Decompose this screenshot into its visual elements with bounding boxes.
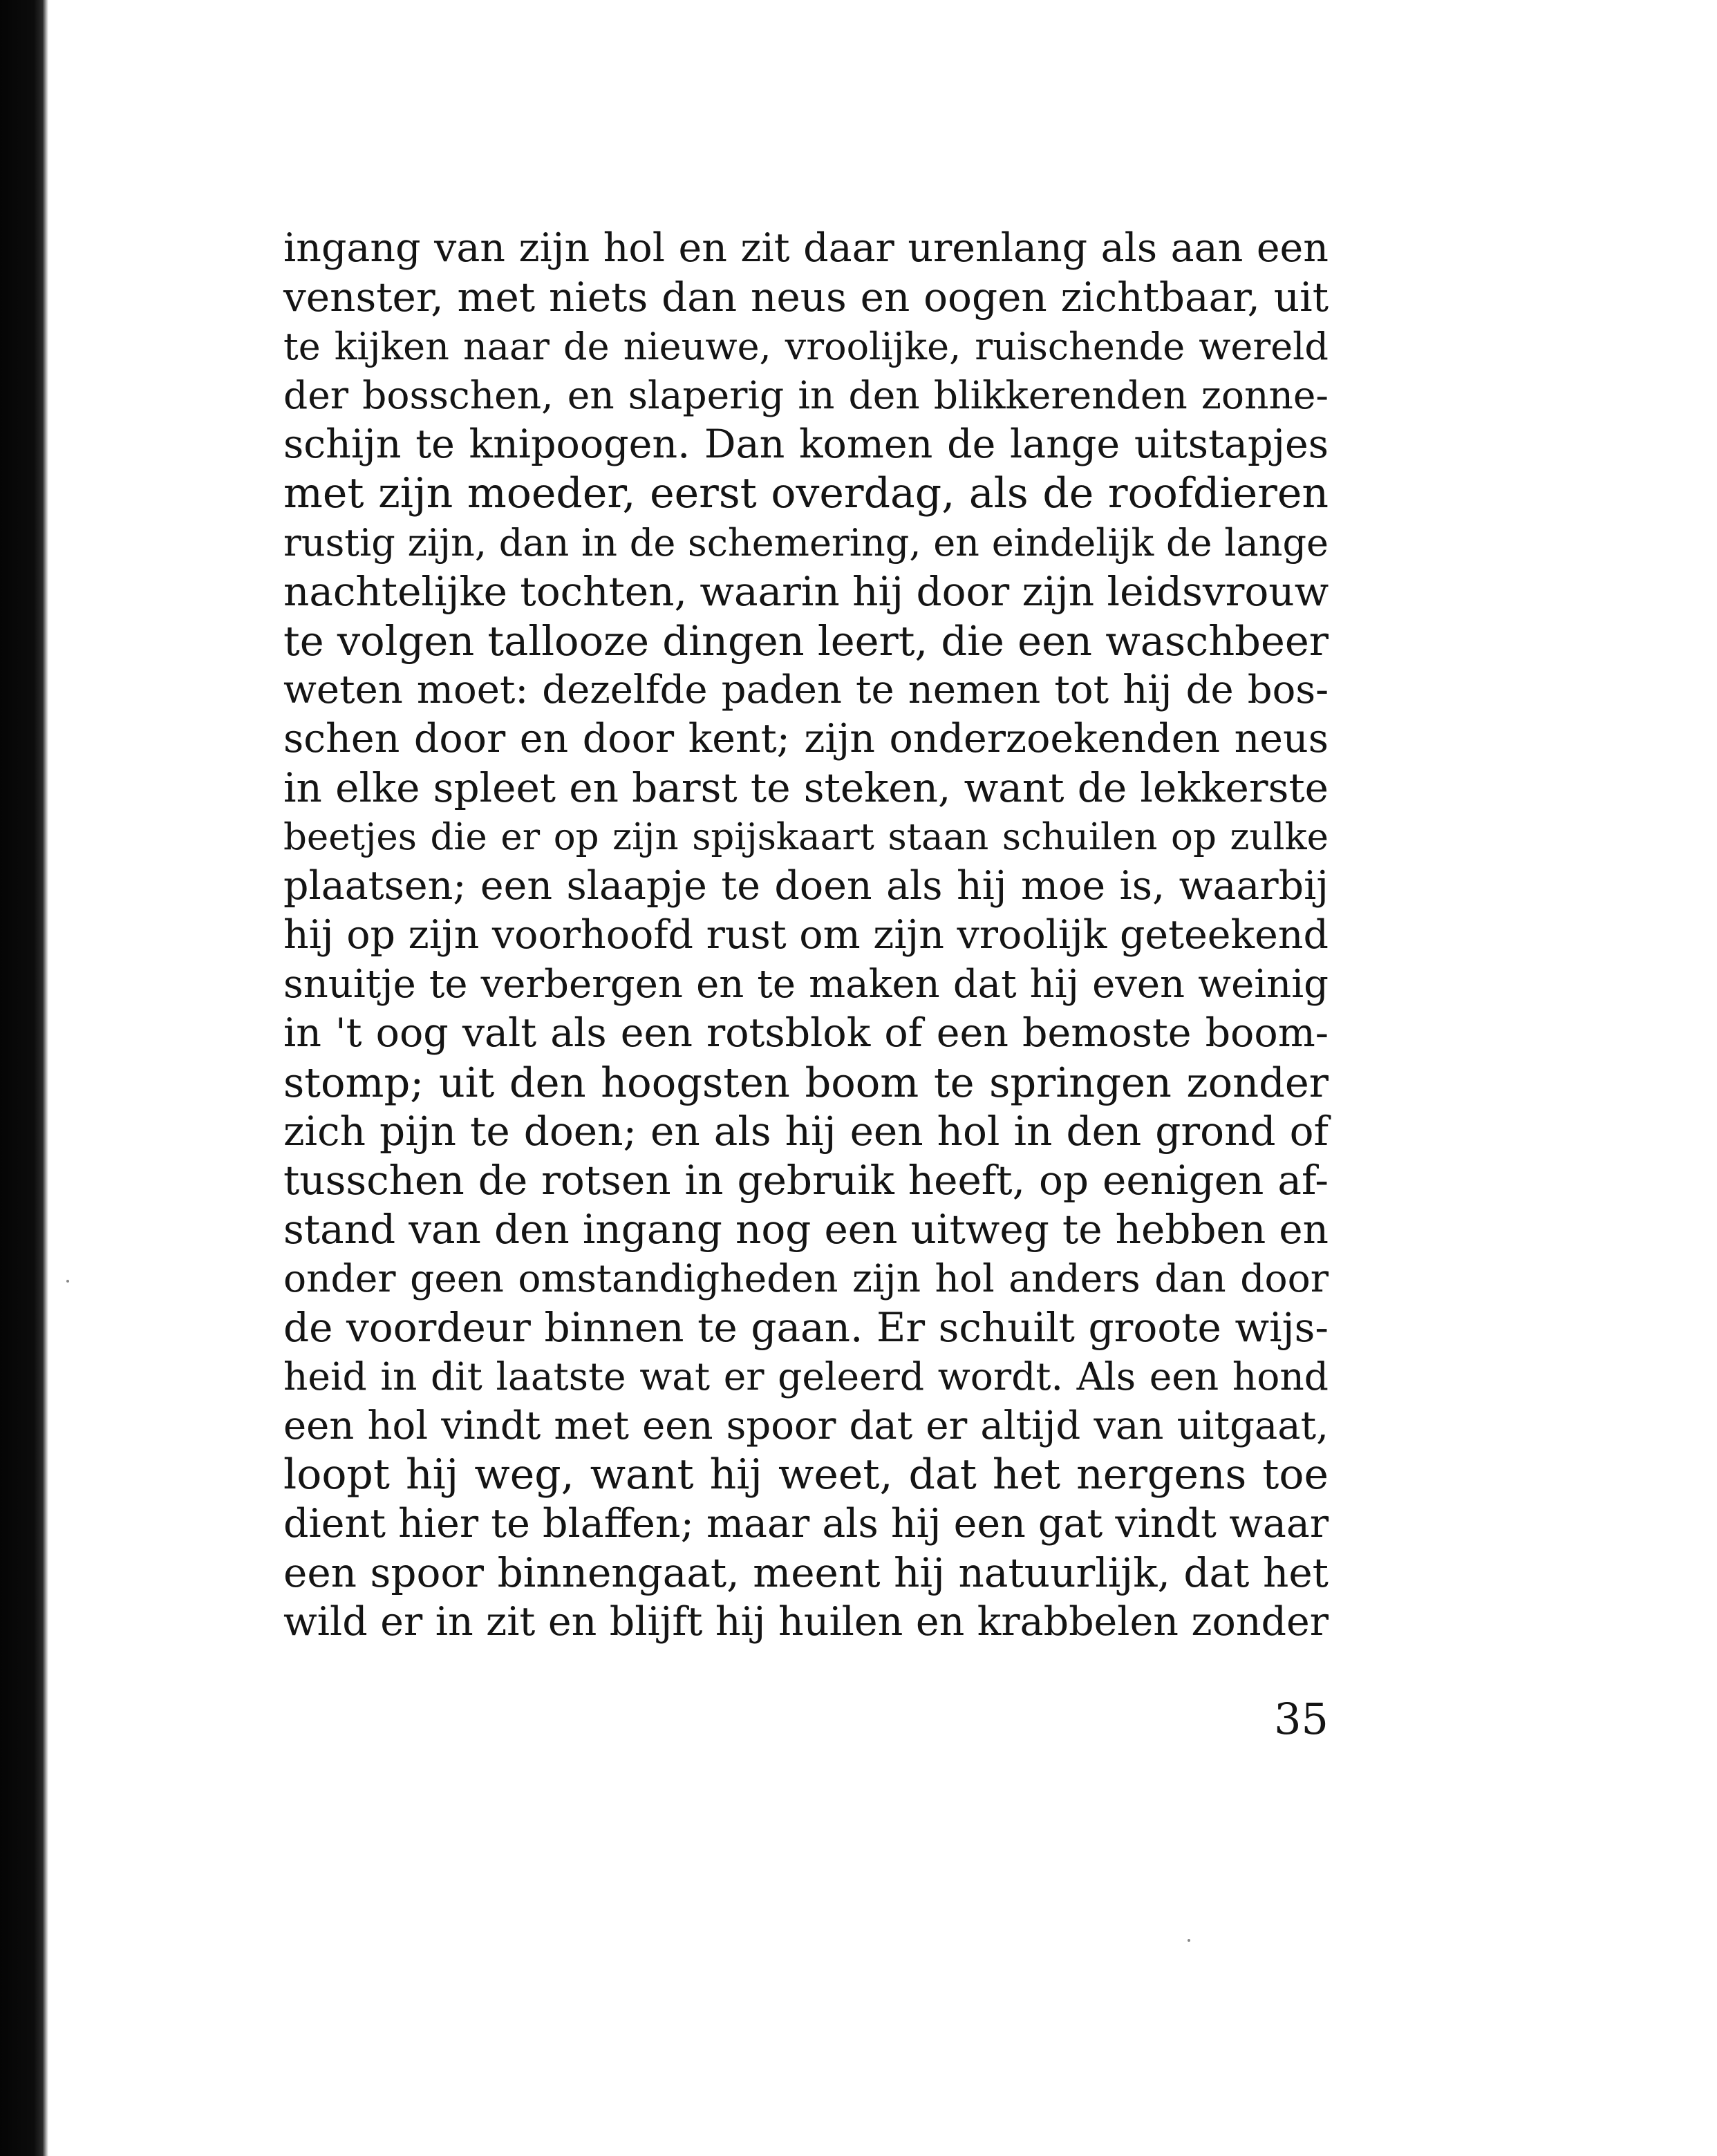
text-line: snuitje te verbergen en te maken dat hij even weinig xyxy=(283,962,1329,1007)
text-line: rustig zijn, dan in de schemering, en eindelijk de lange xyxy=(283,521,1329,565)
scan-speck xyxy=(66,1280,69,1283)
text-line: schijn te knipoogen. Dan komen de lange uitstapjes xyxy=(283,422,1329,467)
text-line: stand van den ingang nog een uitweg te hebben en xyxy=(283,1206,1329,1253)
text-line: heid in dit laatste wat er geleerd wordt. Als een hond xyxy=(283,1354,1329,1399)
text-line: de voordeur binnen te gaan. Er schuilt groote wijs- xyxy=(283,1304,1329,1351)
text-line: in elke spleet en barst te steken, want de lekkerste xyxy=(283,764,1329,811)
text-line: nachtelijke tochten, waarin hij door zijn leidsvrouw xyxy=(283,568,1329,615)
text-line: beetjes die er op zijn spijskaart staan schuilen op zulke xyxy=(283,816,1329,858)
page-number: 35 xyxy=(1274,1694,1329,1744)
text-line: venster, met niets dan neus en oogen zichtbaar, uit xyxy=(283,274,1329,321)
text-line: een spoor binnengaat, meent hij natuurlijk, dat het xyxy=(283,1549,1329,1596)
text-line: zich pijn te doen; en als hij een hol in den grond of xyxy=(283,1108,1329,1155)
text-line: loopt hij weg, want hij weet, dat het nergens toe xyxy=(283,1450,1329,1499)
text-line: plaatsen; een slaapje te doen als hij moe is, waarbij xyxy=(283,863,1329,909)
scan-binding-edge xyxy=(0,0,48,2156)
text-line: een hol vindt met een spoor dat er altijd van uitgaat, xyxy=(283,1403,1329,1448)
text-line: met zijn moeder, eerst overdag, als de roofdieren xyxy=(283,469,1329,518)
text-line: stomp; uit den hoogsten boom te springen zonder xyxy=(283,1059,1329,1106)
body-text xyxy=(283,224,1329,1647)
text-line: dient hier te blaffen; maar als hij een gat vindt waar xyxy=(283,1501,1329,1547)
text-line: te volgen tallooze dingen leert, die een waschbeer xyxy=(283,617,1329,665)
text-line: ingang van zijn hol en zit daar urenlang als aan een xyxy=(283,225,1329,271)
text-line: in 't oog valt als een rotsblok of een bemoste boom- xyxy=(283,1010,1329,1056)
text-line: schen door en door kent; zijn onderzoekenden neus xyxy=(283,716,1329,762)
text-line: te kijken naar de nieuwe, vroolijke, ruischende wereld xyxy=(283,325,1329,368)
text-line: der bosschen, en slaperig in den blikkerenden zonne- xyxy=(283,373,1329,417)
text-line: tusschen de rotsen in gebruik heeft, op eenigen af- xyxy=(283,1157,1329,1204)
text-line: onder geen omstandigheden zijn hol anders dan door xyxy=(283,1256,1329,1301)
text-line: weten moet: dezelfde paden te nemen tot hij de bos- xyxy=(283,668,1329,712)
text-line: hij op zijn voorhoofd rust om zijn vroolijk geteekend xyxy=(283,912,1329,958)
text-line: wild er in zit en blijft hij huilen en krabbelen zonder xyxy=(283,1599,1329,1645)
scan-speck xyxy=(1188,1939,1190,1942)
